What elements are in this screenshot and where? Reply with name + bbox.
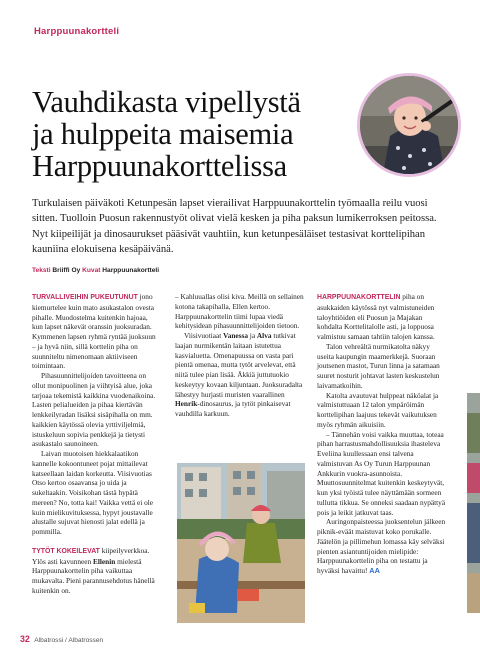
column-paragraph: – Tännehän voisi vaikka muuttaa, toteaa pihan harrastusmahdollisuuksia ihasteleva Eveliina kuullessaan ensi talvena valmistuvan As Oy Turun Harppuunan Ankkurin vuokra-asunnoista. Muuttosuunnitelmat kuitenkin keskeytyvät, kun yksi työistä tulee näyttämään sormeen tullutta tikkua. Se onneksi saadaan nypättyä pois ja leikit jatkuvat taas. xyxy=(317,429,446,517)
person-name: Henrik xyxy=(175,399,198,409)
person-name: Vanessa xyxy=(223,331,248,340)
headline-line: Vauhdikasta vipellystä xyxy=(32,85,301,119)
paragraph-text: -dinosaurus, ja tytöt pinkaisevat vauhdilla karkuun. xyxy=(175,399,291,418)
headline-line: Harppuunakorttelissa xyxy=(32,149,287,183)
page-footer xyxy=(20,634,103,644)
section-tag: Harppuunakortteli xyxy=(34,26,120,37)
article-column-2 xyxy=(175,292,305,419)
paragraph-text: jono kiemurtelee kuin mato asukastalon ovesta pihalle. Muodostelma kuitenkin hajoaa, kun lapset näkevät oranssin juoksuradan. Kymmenen lapsen ryhmä ryntää juoksuun – ja hyvä niin, sillä korttelin piha on suunniteltu nimenomaan aktiiviseen toimintaan. xyxy=(32,292,156,371)
column-paragraph xyxy=(317,292,448,342)
column-paragraph: Talon vehreältä nurmikatolta näkyy useita kaupungin maamerkkejä. Suoraan joutsenen mastot, Turun linna ja satamaan suuret nosturit johtavat lasten keskustelun laivamatkoihin. xyxy=(317,341,440,390)
paragraph-text: ja xyxy=(247,331,257,340)
credits xyxy=(32,267,159,274)
column-paragraph xyxy=(175,331,305,419)
sandbox-children-photo xyxy=(177,463,305,623)
column-paragraph: Katolta avautuvat hulppeat näköalat ja valmistuttuaan 12 talon ympäröimän korttelipihan laajuus tekevät vaikutuksen myös ryhmän aikuisiin. xyxy=(317,390,439,429)
credits-photo-by: Harppuunakortteli xyxy=(102,267,160,274)
child-portrait-illustration xyxy=(360,76,461,177)
credits-text-label: Teksti xyxy=(32,267,51,274)
credits-photo-label: Kuvat xyxy=(82,267,101,274)
page-number: 32 xyxy=(20,634,30,644)
credits-text-by: Briiffi Oy xyxy=(52,267,81,274)
lead-paragraph: Turkulaisen päiväkoti Ketunpesän lapset vierailivat Harppuunakorttelin työmaalla reilu vuosi sitten. Tuolloin Puosun rakennustyöt olivat vielä kesken ja piha paksun lumikerroksen peitossa. Nyt kiipeilijät ja dinosaurukset pääsivät vauhtiin, kun ketunpesäläiset testasivat korttelipihan kauniina elokuisena kesäpäivänä. xyxy=(32,198,437,255)
paragraph-text: kiipeilyverkkoa. Ylös asti kavunneen xyxy=(32,545,150,566)
article-end-mark: AA xyxy=(369,566,380,575)
column-paragraph xyxy=(32,546,160,596)
article-column-3 xyxy=(317,292,448,576)
adjacent-photo-fragment xyxy=(467,393,480,613)
paragraph-text: piha on asukkaiden käytössä nyt valmistuneiden taloyhtiöiden eli Puosun ja Majakan kohdalta Korttelitalolle asti, ja loppuosa valmistuu samaan tahtiin talojen kanssa. xyxy=(317,292,435,341)
person-name: Alva xyxy=(256,331,272,340)
paragraph-text: mielestä Harppuunakorttelin piha vaikuttaa mukavalta. Pieni parannusehdotus hänellä kuitenkin on. xyxy=(32,556,155,595)
column-paragraph xyxy=(32,292,160,371)
article-column-1 xyxy=(32,292,160,596)
paragraph-text: Viisivuotiaat xyxy=(184,331,224,340)
paragraph-text: Auringonpaisteessa juoksentelun jälkeen piknik-eväät maistuvat koko porukalle. Jäätelön ja pillimehun lomassa käy selväksi pienten asiantuntijoiden mielipide: Harppuunakorttelin piha on testattu ja hyväksi havaittu! xyxy=(317,517,446,575)
run-in-heading: HARPPUUNAKORTTELIN xyxy=(317,294,401,301)
headline-line: ja hulppeita maisemia xyxy=(32,117,294,151)
run-in-heading: TYTÖT KOKEILEVAT xyxy=(32,547,100,555)
person-name: Ellenin xyxy=(93,556,116,566)
sandbox-illustration xyxy=(177,463,305,623)
column-paragraph xyxy=(317,517,448,576)
column-paragraph: – Kahluuallas olisi kiva. Meillä on sellainen kotona takapihalla, Ellen kertoo. Harppuunakorttelin tiimi lupaa viedä kehitysidean pihasuunnittelijoiden tietoon. xyxy=(175,292,304,331)
column-paragraph: Laivan muotoisen hiekkalaatikon kannelle kokoontuneet pojat mittailevat katseellaan laidan korkeutta. Viisivuotias Otso kertoo osaavansa jo uida ja sukeltaakin. Voisikohan tästä hypätä mereen? No, totta kai! Vaikka vettä ei ole kuin mielikuvituksessa, hypyt joustavalle alustalle sujuvat hienosti jalat edellä ja pommilla. xyxy=(32,449,154,536)
headline xyxy=(32,86,362,182)
paragraph-text: tutkivat laajan nurmikentän laitaan istutettua kasvialuetta. Omenapuussa on vasta pari pientä omenaa, mutta tytöt arvelevat, että niitä tulee pian lisää. Äkkiä juttutuokio keskeytyy kovaan kiljuntaan. Juoksuradalta lähestyy hurjasti muristen vaarallinen xyxy=(175,331,303,399)
column-paragraph: Pihasuunnittelijoiden tavoitteena on ollut monipuolinen ja viihtyisä alue, joka tarjoaa tekemistä kaikkina vuodenaikoina. Lasten pelialueiden ja pihaa kiertävän lenkkeilyradan lisäksi sisäpihalla on mm. kaikkien käytössä olevia yrttiviljelmiä, istuskeluun sopivia penkkejä ja tietysti asukastalo saunoineen. xyxy=(32,371,156,449)
child-portrait-photo xyxy=(357,73,461,177)
adjacent-page-photo-edge xyxy=(467,393,480,613)
magazine-name: Albatrossi / Albatrossen xyxy=(34,637,104,644)
run-in-heading: TURVALLIVEIHIN PUKEUTUNUT xyxy=(32,294,138,301)
